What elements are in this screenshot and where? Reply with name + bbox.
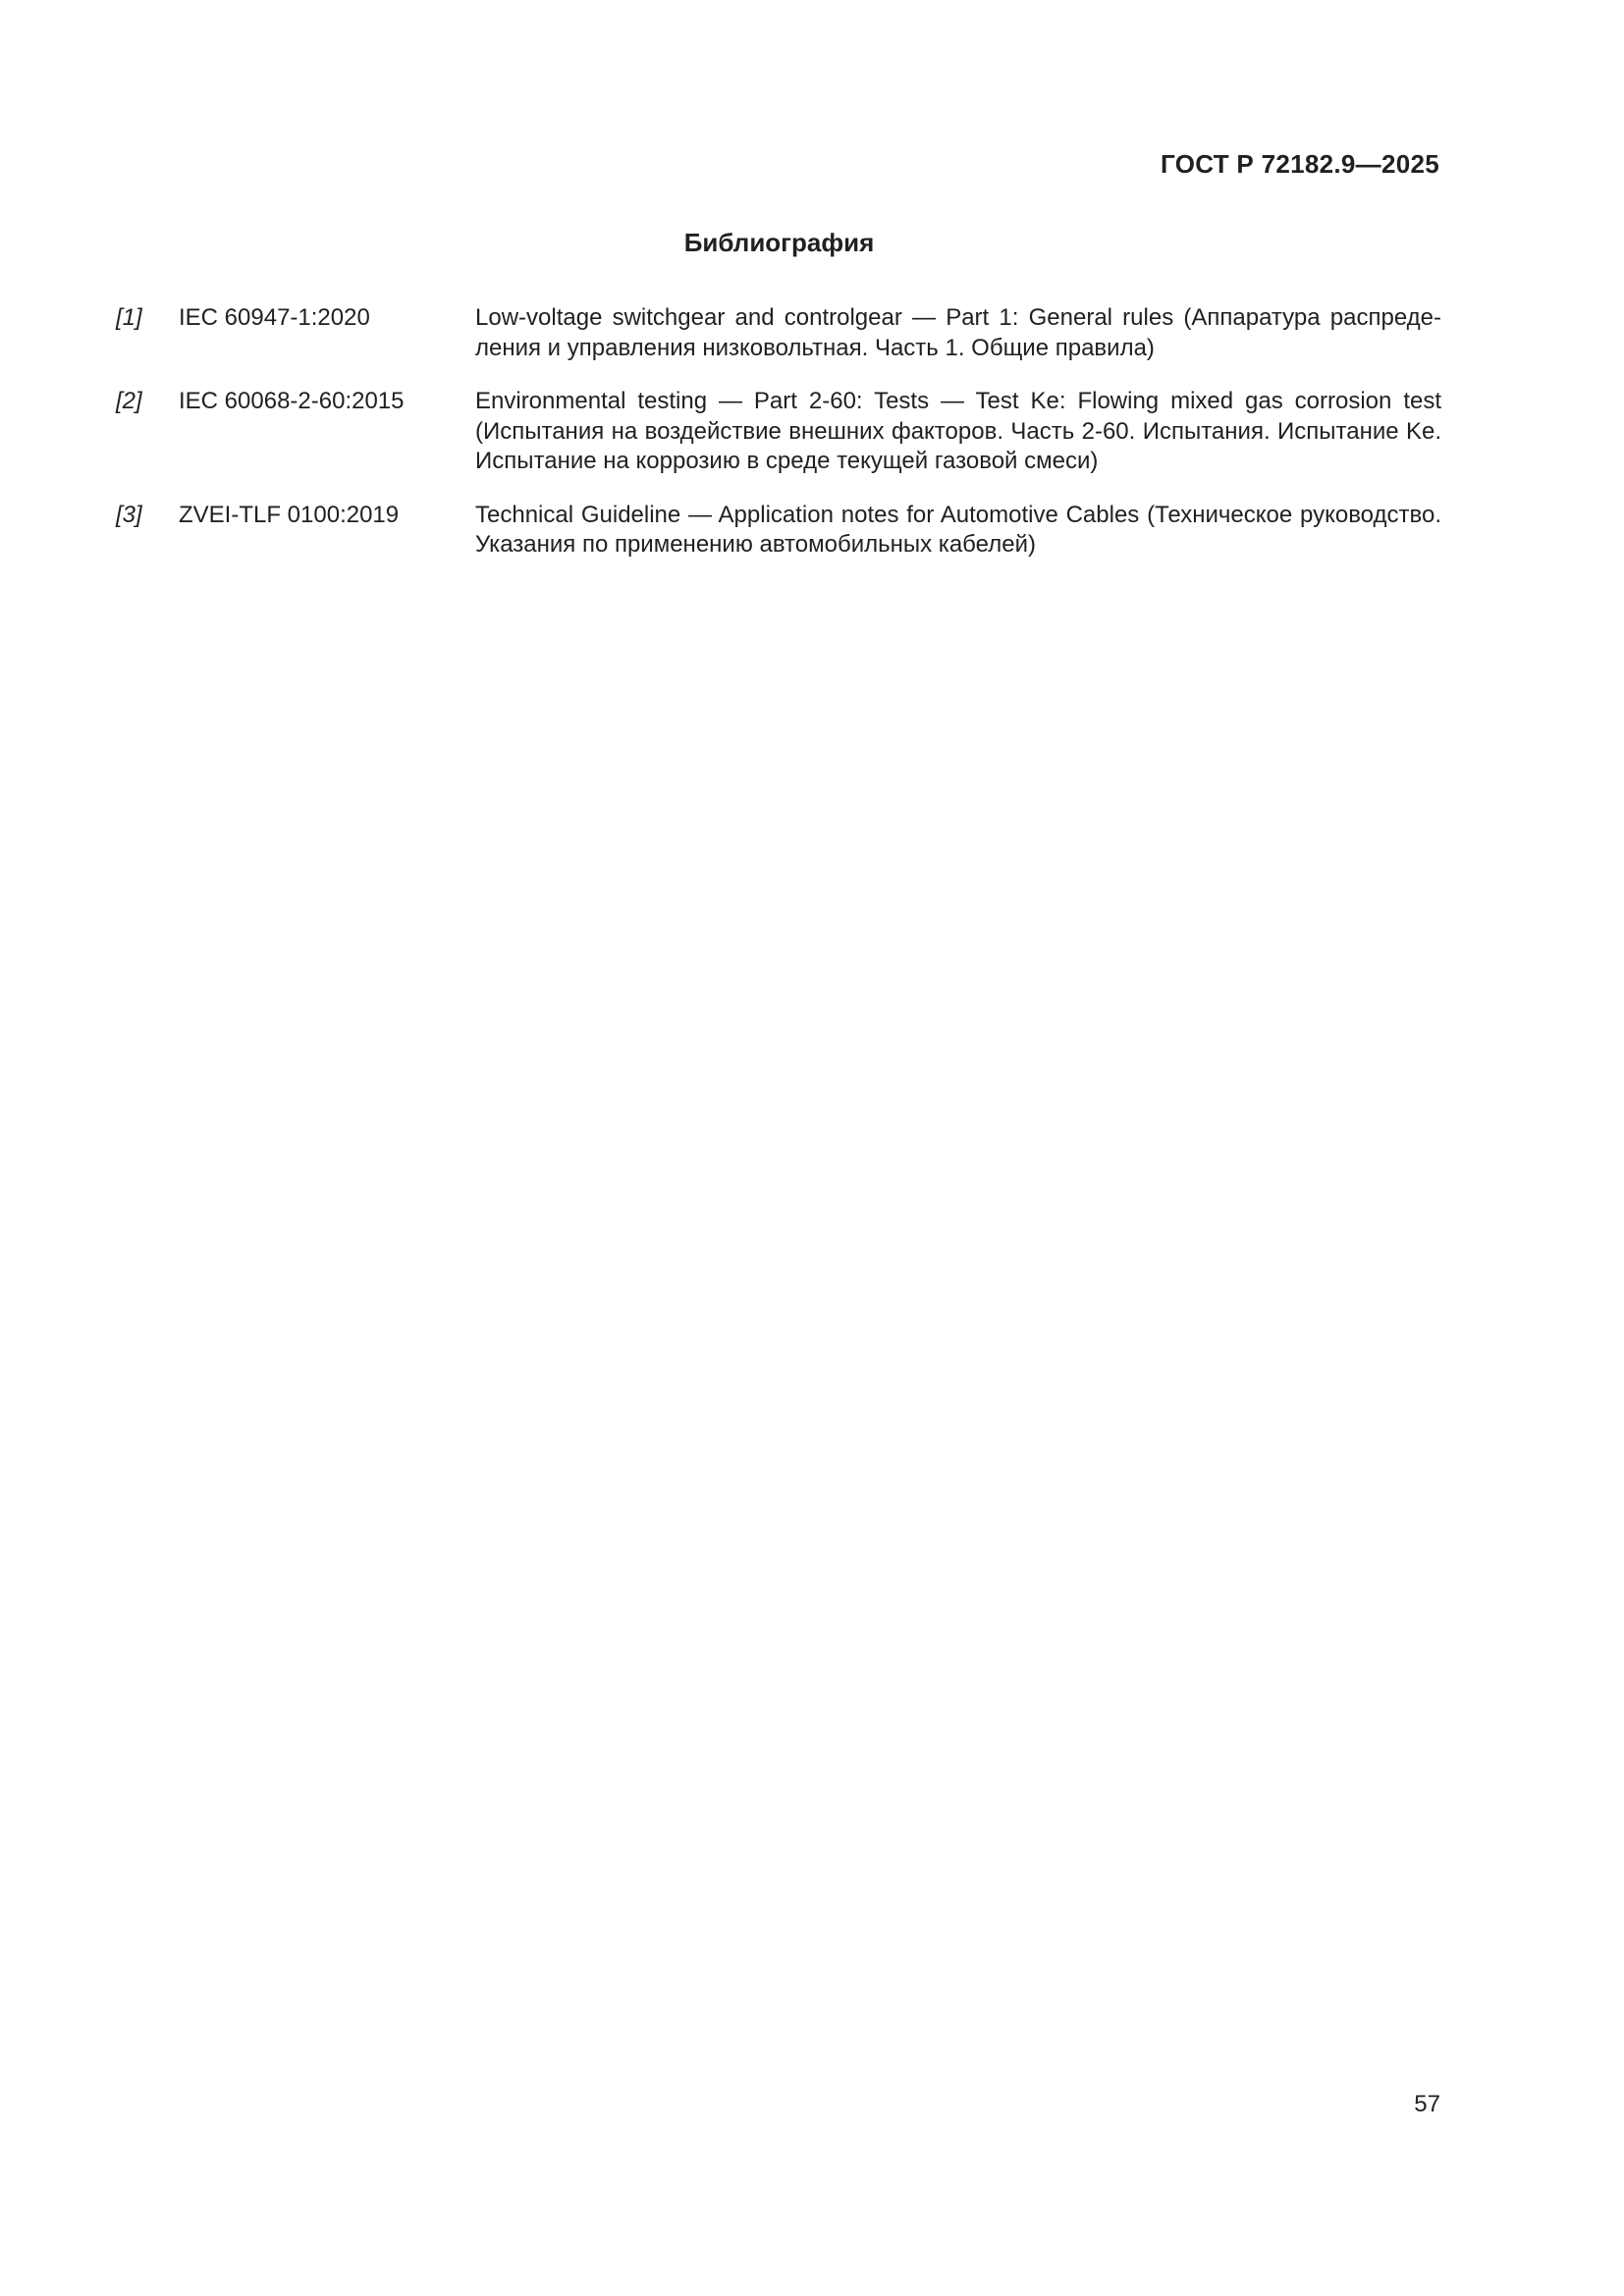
entry-title: Low-voltage switchgear and controlgear — Part 1: General rules (Аппаратура распределения и управления низковольтная. Часть 1. Общие правила): [475, 304, 1441, 361]
entry-title: Technical Guideline — Application notes for Automotive Cables (Техническое руководство. Указания по применению автомобильных кабелей): [475, 501, 1441, 558]
page-number: 57: [1414, 2091, 1440, 2117]
standard-code: IEC 60068-2-60:2015: [179, 388, 405, 414]
standard-code: IEC 60947-1:2020: [179, 304, 370, 331]
bibliography-entry: [116, 387, 1441, 477]
entry-number: [1]: [116, 304, 142, 331]
entry-number: [3]: [116, 501, 142, 528]
entry-title: Environmental testing — Part 2-60: Tests — Test Ke: Flowing mixed gas corrosion test (Испытания на воздействие внешних факторов. Часть 2-60. Испытания. Испытание Ke. Испытание на коррозию в среде текущей газовой смеси): [475, 388, 1441, 474]
entry-number: [2]: [116, 388, 142, 414]
standard-code: ZVEI-TLF 0100:2019: [179, 501, 400, 528]
bibliography-entry: [116, 501, 1441, 561]
bibliography-entry: [116, 303, 1441, 363]
document-id-header: ГОСТ Р 72182.9—2025: [1161, 149, 1439, 179]
bibliography-list: [116, 303, 1441, 584]
section-title: Библиография: [683, 228, 875, 257]
